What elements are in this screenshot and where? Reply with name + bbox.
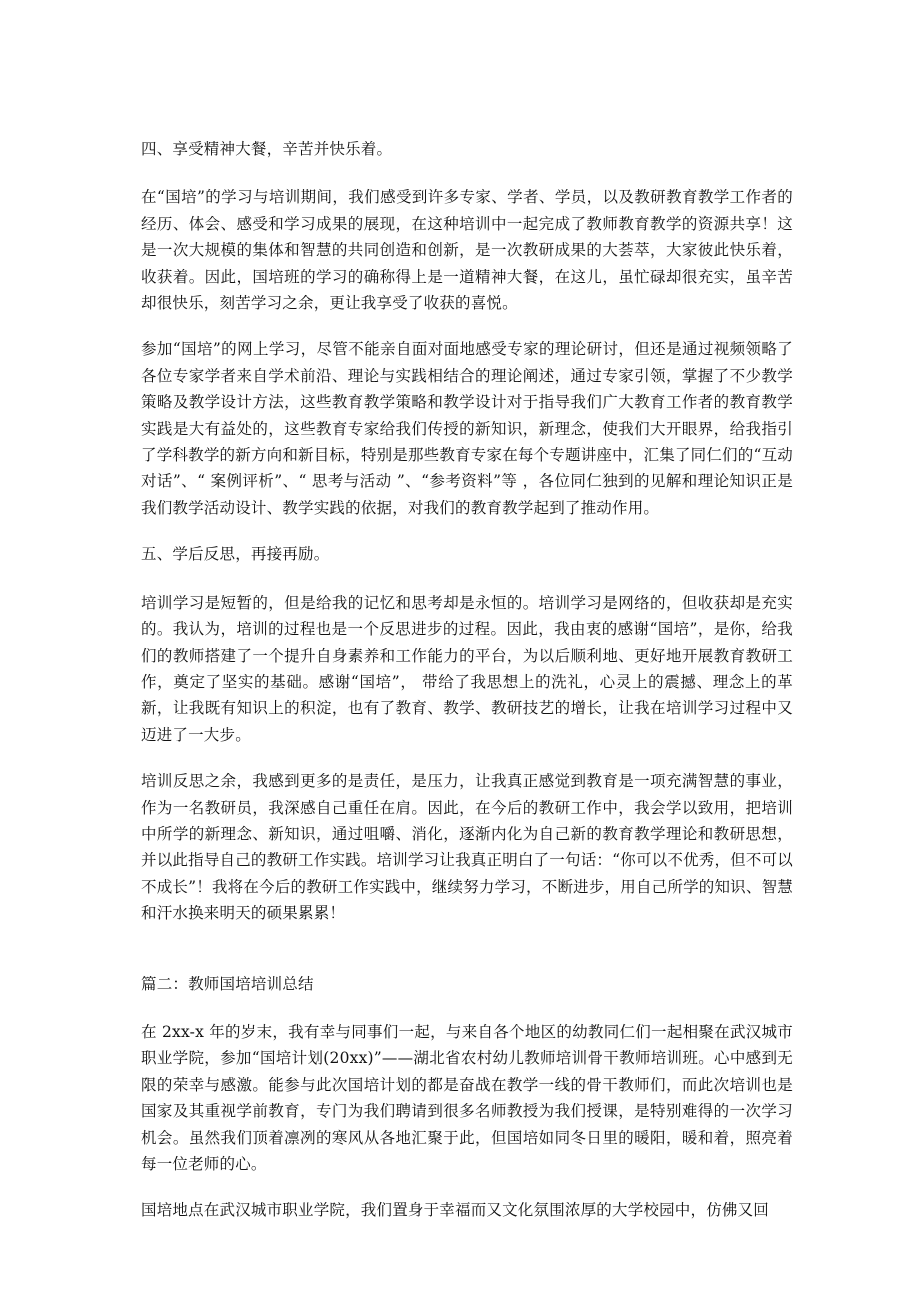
part-two-heading: 篇二：教师国培培训总结 <box>141 974 314 993</box>
document-body <box>141 136 793 1244</box>
paragraph: 参加“国培”的网上学习，尽管不能亲自面对面地感受专家的理论研讨，但还是通过视频领略了各位专家学者来自学术前沿、理论与实践相结合的理论阐述，通过专家引领，掌握了不少教学策略及教学设计方法，这些教育教学策略和教学设计对于指导我们广大教育工作者的教育教学实践是大有益处的，这些教育专家给我们传授的新知识，新理念，使我们大开眼界，给我指引了学科教学的新方向和新目标，特别是那些教育专家在每个专题讲座中，汇集了同仁们的“互动对话”、“ 案例评析”、“ 思考与活动 ”、“参考资料”等 ，各位同仁独到的见解和理论知识正是我们教学活动设计、教学实践的依据，对我们的教育教学起到了推动作用。 <box>141 340 793 517</box>
paragraph: 培训反思之余，我感到更多的是责任，是压力，让我真正感觉到教育是一项充满智慧的事业，作为一名教研员，我深感自己重任在肩。因此，在今后的教研工作中，我会学以致用，把培训中所学的新理念、新知识，通过咀嚼、消化，逐渐内化为自己新的教育教学理论和教研思想，并以此指导自己的教研工作实践。培训学习让我真正明白了一句话：“你可以不优秀，但不可以不成长”！我将在今后的教研工作实践中，继续努力学习，不断进步，用自己所学的知识、智慧和汗水换来明天的硕果累累！ <box>141 772 793 923</box>
paragraph: 在 2xx-x 年的岁末，我有幸与同事们一起，与来自各个地区的幼教同仁们一起相聚在武汉城市职业学院，参加“国培计划(20xx)”——湖北省农村幼儿教师培训骨干教师培训班。心中感到无限的荣幸与感激。能参与此次国培计划的都是奋战在教学一线的骨干教师们，而此次培训也是国家及其重视学前教育，专门为我们聘请到很多名师教授为我们授课，是特别难得的一次学习机会。虽然我们顶着凛冽的寒风从各地汇聚于此，但国培如同冬日里的暖阳，暖和着，照亮着每一位老师的心。 <box>141 1022 793 1173</box>
paragraph: 培训学习是短暂的，但是给我的记忆和思考却是永恒的。培训学习是网络的，但收获却是充实的。我认为，培训的过程也是一个反思进步的过程。因此，我由衷的感谢“国培”，是你，给我们的教师搭建了一个提升自身素养和工作能力的平台，为以后顺利地、更好地开展教育教研工作，奠定了坚实的基础。感谢“国培”， 带给了我思想上的洗礼，心灵上的震撼、理念上的革新，让我既有知识上的积淀，也有了教育、教学、教研技艺的增长，让我在培训学习过程中又迈进了一大步。 <box>141 593 793 744</box>
paragraph: 在“国培”的学习与培训期间，我们感受到许多专家、学者、学员，以及教研教育教学工作者的经历、体会、感受和学习成果的展现，在这种培训中一起完成了教师教育教学的资源共享！这是一次大规模的集体和智慧的共同创造和创新，是一次教研成果的大荟萃，大家彼此快乐着，收获着。因此，国培班的学习的确称得上是一道精神大餐，在这儿，虽忙碌却很充实，虽辛苦却很快乐，刻苦学习之余，更让我享受了收获的喜悦。 <box>141 188 793 313</box>
paragraph: 国培地点在武汉城市职业学院，我们置身于幸福而又文化氛围浓厚的大学校园中，仿佛又回 <box>141 1201 770 1220</box>
section-four-heading: 四、享受精神大餐，辛苦并快乐着。 <box>141 140 393 158</box>
section-five-heading: 五、学后反思，再接再励。 <box>141 545 330 564</box>
